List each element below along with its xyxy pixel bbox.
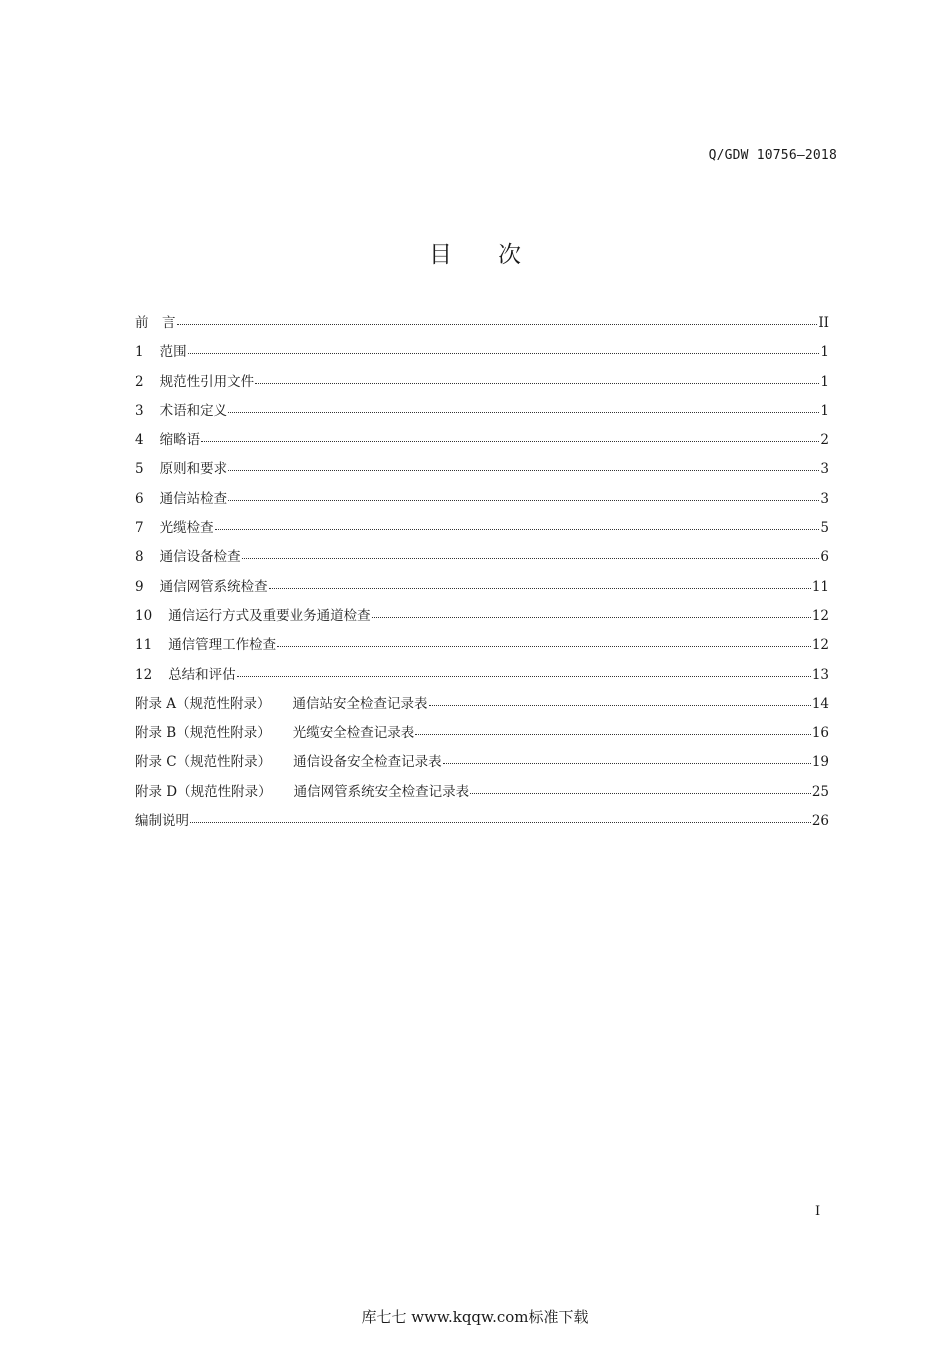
toc-leader-dots — [201, 430, 819, 444]
toc-entry-number: 4 — [135, 432, 144, 449]
toc-entry-page: 1 — [820, 344, 829, 361]
toc-entry-page: 13 — [811, 666, 829, 683]
toc-entry-page: 6 — [820, 549, 829, 566]
toc-entry-label: 规范性引用文件 — [159, 373, 255, 390]
toc-leader-dots — [269, 577, 811, 591]
toc-entry-label: 通信运行方式及重要业务通道检查 — [168, 607, 371, 624]
toc-entry-label: 通信设备安全检查记录表 — [293, 754, 442, 771]
toc-entry-label: 光缆检查 — [159, 520, 214, 537]
document-code: Q/GDW 10756—2018 — [708, 148, 837, 163]
toc-entry-text — [135, 457, 227, 477]
toc-entry-text — [135, 750, 442, 770]
toc-leader-dots — [228, 489, 819, 503]
toc-entry[interactable] — [135, 692, 829, 721]
toc-entry[interactable] — [135, 604, 829, 633]
toc-entry-page: 25 — [811, 783, 829, 800]
toc-entry-page: 16 — [811, 725, 829, 742]
toc-entry-label: 缩略语 — [159, 432, 201, 449]
toc-entry[interactable] — [135, 750, 829, 779]
toc-entry-text — [135, 663, 236, 683]
toc-entry-label: 通信站安全检查记录表 — [292, 695, 428, 712]
toc-entry-text — [135, 692, 428, 712]
toc-entry-text — [135, 516, 214, 536]
toc-entry-number: 6 — [135, 490, 144, 507]
toc-leader-dots — [188, 342, 820, 356]
toc-entry-page: 19 — [811, 754, 829, 771]
toc-entry-text — [135, 311, 176, 331]
toc-entry[interactable] — [135, 399, 829, 428]
toc-entry-text — [135, 633, 276, 653]
toc-entry-label: 通信站检查 — [159, 490, 228, 507]
toc-entry-text — [135, 604, 371, 624]
toc-leader-dots — [443, 752, 811, 766]
toc-entry-text — [135, 575, 268, 595]
toc-leader-dots — [228, 459, 819, 473]
toc-leader-dots — [190, 811, 811, 825]
toc-entry[interactable] — [135, 809, 829, 838]
toc-entry-number: 7 — [135, 520, 144, 537]
toc-entry-page: 26 — [811, 813, 829, 830]
toc-entry-page: 12 — [811, 637, 829, 654]
toc-entry-text — [135, 780, 469, 800]
toc-entry-label: 术语和定义 — [159, 402, 228, 419]
toc-entry-number: 附录 A（规范性附录） — [135, 695, 271, 712]
toc-leader-dots — [237, 665, 811, 679]
table-of-contents — [135, 311, 829, 838]
toc-leader-dots — [177, 313, 818, 327]
toc-entry[interactable] — [135, 340, 829, 369]
toc-leader-dots — [470, 782, 811, 796]
toc-entry-page: 1 — [820, 373, 829, 390]
toc-entry-page: 14 — [811, 695, 829, 712]
toc-entry-number: 12 — [135, 666, 153, 683]
toc-leader-dots — [429, 694, 811, 708]
toc-entry-text — [135, 809, 189, 829]
toc-entry-text — [135, 721, 414, 741]
toc-leader-dots — [215, 518, 820, 532]
footer-watermark: 库七七 www.kqqw.com标准下载 — [361, 1308, 589, 1326]
toc-entry-number: 5 — [135, 461, 144, 478]
toc-leader-dots — [255, 372, 819, 386]
toc-entry[interactable] — [135, 545, 829, 574]
toc-entry[interactable] — [135, 457, 829, 486]
toc-entry-number: 1 — [135, 344, 144, 361]
toc-entry[interactable] — [135, 633, 829, 662]
toc-entry[interactable] — [135, 311, 829, 340]
toc-entry-number: 2 — [135, 373, 144, 390]
toc-entry-page: 5 — [820, 520, 829, 537]
toc-entry-text — [135, 370, 254, 390]
toc-entry-label: 通信网管系统检查 — [159, 578, 268, 595]
toc-entry-number: 附录 D（规范性附录） — [135, 783, 272, 800]
toc-leader-dots — [277, 635, 811, 649]
toc-entry-label: 通信设备检查 — [159, 549, 241, 566]
toc-entry-page: 3 — [820, 461, 829, 478]
toc-entry-number: 8 — [135, 549, 144, 566]
toc-entry[interactable] — [135, 663, 829, 692]
toc-entry[interactable] — [135, 721, 829, 750]
page-title: 目次 — [429, 242, 567, 268]
page-number: I — [815, 1204, 821, 1219]
toc-entry-page: 1 — [820, 402, 829, 419]
toc-entry[interactable] — [135, 780, 829, 809]
toc-leader-dots — [372, 606, 811, 620]
toc-entry-label: 通信管理工作检查 — [168, 637, 277, 654]
toc-entry-number: 11 — [135, 637, 153, 654]
toc-leader-dots — [242, 547, 820, 561]
toc-entry[interactable] — [135, 516, 829, 545]
toc-entry-number: 3 — [135, 402, 144, 419]
toc-entry-page: II — [818, 315, 829, 331]
toc-entry-number: 附录 B（规范性附录） — [135, 725, 271, 742]
toc-entry-page: 2 — [820, 432, 829, 449]
toc-entry-label: 通信网管系统安全检查记录表 — [293, 783, 470, 800]
toc-entry-number: 9 — [135, 578, 144, 595]
toc-entry-label: 编制说明 — [135, 813, 189, 830]
toc-entry-page: 12 — [811, 607, 829, 624]
toc-entry-text — [135, 399, 227, 419]
toc-entry-number: 附录 C（规范性附录） — [135, 754, 272, 771]
toc-entry-text — [135, 428, 200, 448]
toc-entry[interactable] — [135, 370, 829, 399]
toc-entry[interactable] — [135, 428, 829, 457]
toc-entry-label: 前 言 — [135, 315, 176, 331]
toc-leader-dots — [415, 723, 811, 737]
toc-entry-label: 范围 — [159, 344, 187, 361]
toc-entry[interactable] — [135, 487, 829, 516]
toc-entry-label: 总结和评估 — [168, 666, 236, 683]
toc-entry-text — [135, 487, 227, 507]
toc-leader-dots — [228, 401, 819, 415]
toc-entry-number: 10 — [135, 607, 153, 624]
toc-entry[interactable] — [135, 575, 829, 604]
toc-entry-page: 11 — [811, 578, 829, 595]
toc-entry-label: 光缆安全检查记录表 — [292, 725, 415, 742]
toc-entry-label: 原则和要求 — [159, 461, 228, 478]
toc-entry-text — [135, 340, 187, 360]
toc-entry-text — [135, 545, 241, 565]
toc-entry-page: 3 — [820, 490, 829, 507]
